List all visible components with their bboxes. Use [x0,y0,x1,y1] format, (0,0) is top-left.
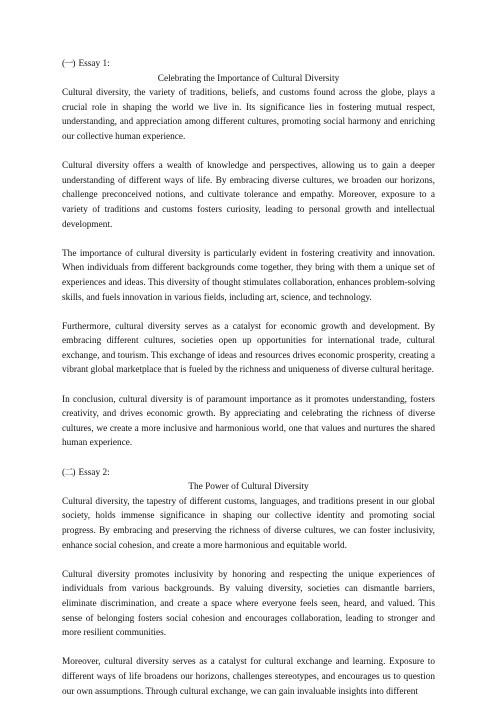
essay-1-paragraph-1: Cultural diversity, the variety of traditions, beliefs, and customs found across the globe, plays a crucial role in shaping the world we live in. Its significance lies in fostering mutual respect, understanding, and appreciation among different cultures, promoting social harmony and enriching our collective human experience. [62,88,435,142]
essay-2-paragraph-2: Cultural diversity promotes inclusivity by honoring and respecting the unique experiences of individuals from various backgrounds. By valuing diversity, societies can dismantle barriers, eliminate discrimination, and create a space where everyone feels seen, heard, and valued. This sense of belonging fosters social cohesion and encourages collaboration, leading to stronger and more resilient communities. [62,569,435,639]
essay-1-heading: Essay 1: [78,59,110,69]
essay-2-heading: Essay 2: [78,467,110,478]
essay-2-paragraph-1: Cultural diversity, the tapestry of different customs, languages, and traditions present in our global society, holds immense significance in shaping our collective identity and promoting social progress. By embracing and preserving the richness of diverse cultures, we can foster inclusivity, enhance social cohesion, and create a more harmonious and equitable world. [62,496,435,551]
essay-2 [62,466,435,700]
essay-2-heading-line [62,466,435,481]
essay-2-marker: (二) [62,467,75,478]
essay-2-paragraph-3: Moreover, cultural diversity serves as a catalyst for cultural exchange and learning. Exposure to different ways of life broadens our horizons, challenges stereotypes, and encourages us to question our own assumptions. Through cultural exchange, we can gain invaluable insights into different [62,657,435,697]
document-page [62,57,435,699]
essay-1-marker: (一) [62,59,75,69]
essay-1-paragraph-3: The importance of cultural diversity is particularly evident in fostering creativity and innovation. When individuals from different backgrounds come together, they bring with them a unique set of experiences and ideas. This diversity of thought stimulates collaboration, enhances problem-solving skills, and fuels innovation in various fields, including art, science, and technology. [62,248,435,303]
essay-1-heading-line [62,57,435,72]
essay-1-paragraph-5: In conclusion, cultural diversity is of paramount importance as it promotes understanding, fosters creativity, and drives economic growth. By appreciating and celebrating the richness of diverse cultures, we create a more inclusive and harmonious world, one that values and nurtures the shared human experience. [62,394,435,449]
essay-1-paragraph-4: Furthermore, cultural diversity serves as a catalyst for economic growth and development. By embracing different cultures, societies open up opportunities for international trade, cultural exchange, and tourism. This exchange of ideas and resources drives economic prosperity, creating a vibrant global marketplace that is fueled by the richness and uniqueness of diverse cultural heritage. [62,321,435,376]
essay-1 [62,57,435,451]
essay-1-title: Celebrating the Importance of Cultural Diversity [157,73,340,84]
essay-1-paragraph-2: Cultural diversity offers a wealth of knowledge and perspectives, allowing us to gain a deeper understanding of different ways of life. By embracing diverse cultures, we broaden our horizons, challenge preconceived notions, and cultivate tolerance and empathy. Moreover, exposure to a variety of traditions and customs fosters curiosity, leading to personal growth and intellectual development. [62,161,435,230]
essay-2-title: The Power of Cultural Diversity [188,482,309,493]
